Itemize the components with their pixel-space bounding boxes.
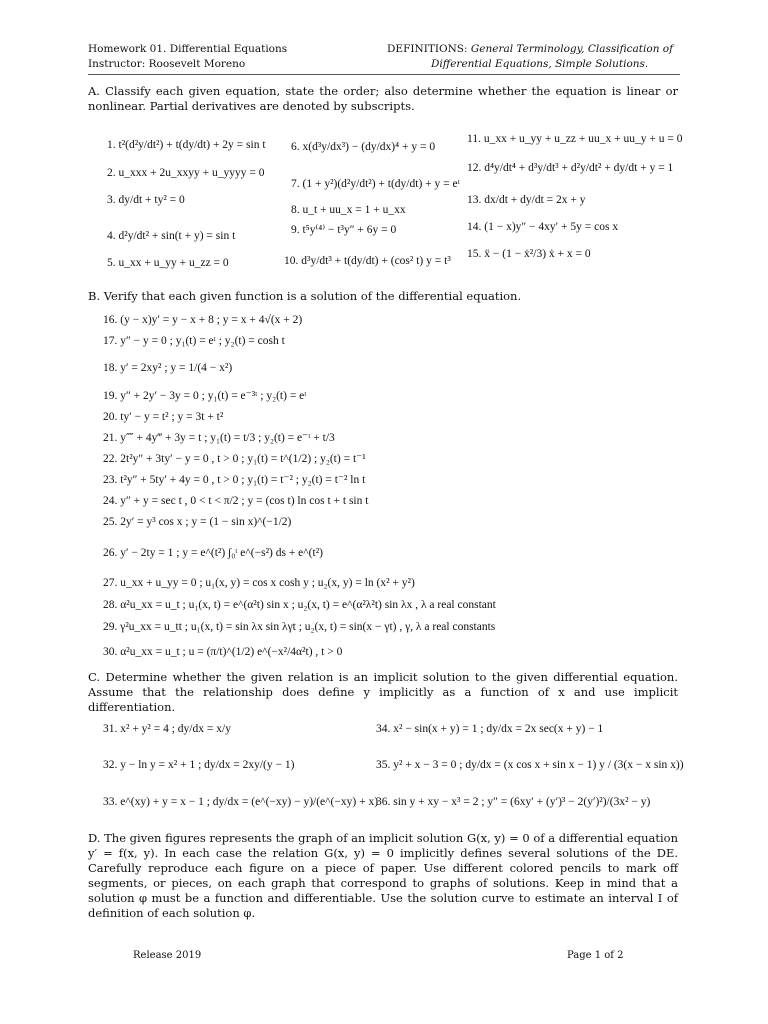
problem-26: 26. y′ − 2ty = 1 ; y = e^(t²) ∫₀ᵗ e^(−s²) ds + e^(t²) [103,547,323,559]
problem-13: 13. dx/dt + dy/dt = 2x + y [467,194,586,206]
problem-36: 36. sin y + xy − x³ = 2 ; y″ = (6xy′ + (y′)³ − 2(y′)²)/(3x² − y) [376,796,651,808]
header-right-line1 [387,42,673,56]
problem-20: 20. ty′ − y = t² ; y = 3t + t² [103,411,224,423]
problem-16: 16. (y − x)y′ = y − x + 8 ; y = x + 4√(x + 2) [103,314,303,326]
problem-10: 10. d³y/dt³ + t(dy/dt) + (cos² t) y = t³ [284,255,451,267]
problem-22: 22. 2t²y″ + 3ty′ − y = 0 , t > 0 ; y₁(t) = t^(1/2) ; y₂(t) = t⁻¹ [103,453,366,465]
problem-33: 33. e^(xy) + y = x − 1 ; dy/dx = (e^(−xy) − y)/(e^(−xy) + x) [103,796,379,808]
header-left-line2: Instructor: Roosevelt Moreno [88,58,246,70]
problem-18: 18. y′ = 2xy² ; y = 1/(4 − x²) [103,362,233,374]
problem-4: 4. d²y/dt² + sin(t + y) = sin t [107,230,236,242]
header-left-line1: Homework 01. Differential Equations [88,43,288,55]
problem-29: 29. γ²u_xx = u_tt ; u₁(x, t) = sin λx sin λγt ; u₂(x, t) = sin(x − γt) , γ, λ a real constants [103,621,496,633]
problem-24: 24. y″ + y = sec t , 0 < t < π/2 ; y = (cos t) ln cos t + t sin t [103,495,369,507]
problem-25: 25. 2y′ = y³ cos x ; y = (1 − sin x)^(−1/2) [103,516,292,528]
header-right-prefix: DEFINITIONS: [387,43,468,55]
problem-1: 1. t²(d²y/dt²) + t(dy/dt) + 2y = sin t [107,139,266,151]
header-rule [88,74,680,75]
problem-2: 2. u_xxx + 2u_xxyy + u_yyyy = 0 [107,167,265,179]
header-right-line2: Differential Equations, Simple Solutions. [431,58,649,70]
problem-19: 19. y″ + 2y′ − 3y = 0 ; y₁(t) = e⁻³ᵗ ; y₂(t) = eᵗ [103,390,307,402]
problem-17: 17. y″ − y = 0 ; y₁(t) = eᵗ ; y₂(t) = cosh t [103,335,285,347]
problem-9: 9. t⁵y⁽⁴⁾ − t³y″ + 6y = 0 [291,224,397,236]
section-b-intro: B. Verify that each given function is a solution of the differential equation. [88,289,522,303]
problem-23: 23. t²y″ + 5ty′ + 4y = 0 , t > 0 ; y₁(t) = t⁻² ; y₂(t) = t⁻² ln t [103,474,366,486]
problem-21: 21. y⁗ + 4y‴ + 3y = t ; y₁(t) = t/3 ; y₂(t) = e⁻ᵗ + t/3 [103,432,335,444]
problem-14: 14. (1 − x)y″ − 4xy′ + 5y = cos x [467,221,619,233]
section-a-intro: A. Classify each given equation, state the order; also determine whether the equation is linear or nonlinear. Partial derivatives are denoted by subscripts. [88,84,678,113]
problem-31: 31. x² + y² = 4 ; dy/dx = x/y [103,723,231,735]
problem-12: 12. d⁴y/dt⁴ + d³y/dt³ + d²y/dt² + dy/dt + y = 1 [467,162,674,174]
problem-35: 35. y² + x − 3 = 0 ; dy/dx = (x cos x + sin x − 1) y / (3(x − x sin x)) [376,759,684,771]
problem-6: 6. x(d³y/dx³) − (dy/dx)⁴ + y = 0 [291,141,436,153]
problem-28: 28. α²u_xx = u_t ; u₁(x, t) = e^(α²t) sin x ; u₂(x, t) = e^(α²λ²t) sin λx , λ a real constant [103,599,496,611]
problem-32: 32. y − ln y = x² + 1 ; dy/dx = 2xy/(y − 1) [103,759,295,771]
section-d-text: D. The given figures represents the graph of an implicit solution G(x, y) = 0 of a differential equation y′ = f(x, y). In each case the relation G(x, y) = 0 implicitly defines several solutions of the DE. Carefully reproduce each figure on a piece of paper. Use different colored pencils to mark off segments, or pieces, on each graph that correspond to graphs of solutions. Keep in mind that a solution φ must be a function and differentiable. Use the solution curve to estimate an interval I of definition of each solution φ. [88,831,678,920]
header-right-topic1: General Terminology, Classification of [470,43,673,55]
footer-release: Release 2019 [133,950,202,961]
problem-34: 34. x² − sin(x + y) = 1 ; dy/dx = 2x sec(x + y) − 1 [376,723,604,735]
problem-3: 3. dy/dt + ty² = 0 [107,194,185,206]
problem-30: 30. α²u_xx = u_t ; u = (π/t)^(1/2) e^(−x²/4α²t) , t > 0 [103,646,343,658]
problem-5: 5. u_xx + u_yy + u_zz = 0 [107,257,229,269]
problem-27: 27. u_xx + u_yy = 0 ; u₁(x, y) = cos x cosh y ; u₂(x, y) = ln (x² + y²) [103,577,415,589]
section-c-intro: C. Determine whether the given relation is an implicit solution to the given differential equation. Assume that the relationship does define y implicitly as a function of x and use implicit differentiation. [88,670,678,714]
problem-8: 8. u_t + uu_x = 1 + u_xx [291,204,406,216]
footer-page-number: Page 1 of 2 [567,950,624,961]
problem-11: 11. u_xx + u_yy + u_zz + uu_x + uu_y + u = 0 [467,133,683,145]
problem-15: 15. ẍ − (1 − ẋ²/3) ẋ + x = 0 [467,248,591,260]
problem-7: 7. (1 + y²)(d²y/dt²) + t(dy/dt) + y = eᵗ [291,178,460,190]
